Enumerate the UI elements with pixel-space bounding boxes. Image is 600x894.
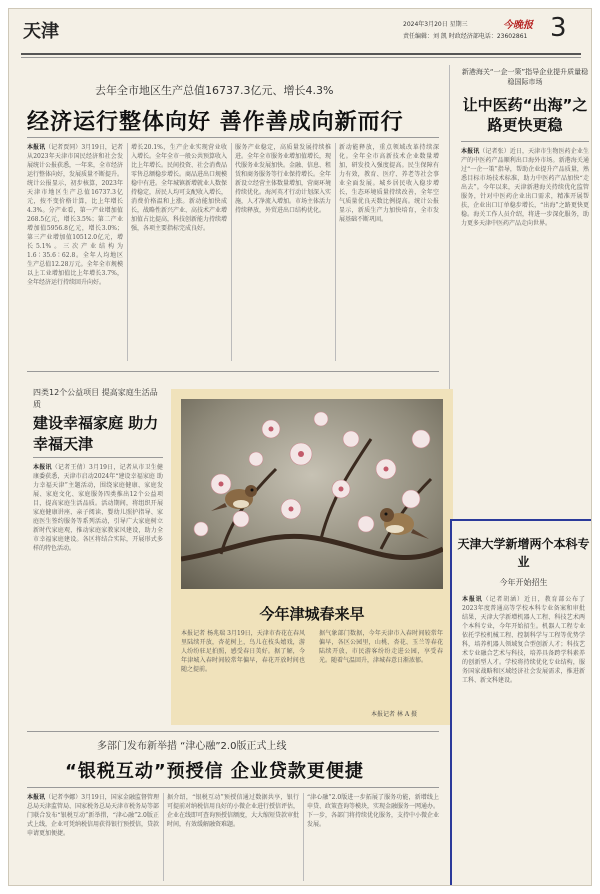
- highlight-story-body: [462, 595, 585, 881]
- family-story-subtitle: 四类12个公益项目 提高家庭生活品质: [33, 388, 158, 409]
- column-rule: [303, 793, 304, 881]
- section-name: 天津: [23, 21, 59, 42]
- issue-date: 2024年3月20日 星期三: [403, 21, 468, 28]
- highlighted-story-box: [450, 519, 592, 886]
- right-story-headline: 让中医药“出海”之路更快更稳: [462, 96, 588, 134]
- bottom-story-column-3: “津心融”2.0版进一步拓展了服务功能，新增线上申贷、政策查询等模块，实现金融服务一网通办。下一步，各部门将持续优化服务，支持中小微企业发展。: [307, 794, 439, 828]
- top-story-divider: [27, 137, 439, 138]
- bottom-story-divider: [27, 787, 439, 788]
- story-text: （记者胡涵）近日，教育部公布了2023年度普通高等学校本科专业备案和审批结果，天津大学新增机器人工程、科技艺术两个本科专业，今年开始招生。机器人工程专业依托学校机械工程、控制科学与工程等优势学科，培养机器人领域复合型创新人才；科技艺术专业融合艺术与科技，培养具备跨学科素养的创新型人才。学校将持续优化专业结构，服务国家战略和区域经济社会发展需求，推进新工科、新文科建设。: [462, 596, 585, 684]
- editor-line: 责任编辑：刘 凯 时政经济部电话：23602861: [403, 33, 528, 40]
- top-story-headline: 经济运行整体向好 善作善成向新而行: [27, 110, 404, 135]
- masthead-rule-thin: [21, 57, 581, 58]
- photo-caption-right: 据气象部门数据，今年天津市入春时间较常年偏早，各区公园里，山桃、杏花、玉兰等春花陆续开放，市民游客纷纷走进公园，享受春光。随着气温回升，津城春意日渐浓郁。: [319, 630, 443, 664]
- bottom-story-column-2: 据介绍，“银税互动”预授信通过数据共享，银行可提前对纳税信用良好的小微企业进行授信评估，企业在线即可查询预授信额度，大大缩短贷款审批时间，有效缓解融资难题。: [167, 794, 299, 828]
- lede-tag: 本报讯: [33, 464, 52, 471]
- story-text: （记者张）近日，天津市生物医药企业生产的中医药产品顺利出口海外市场。新港海关通过“一企一策”指导，帮助企业提升产品质量，熟悉目标市场技术标准，助力中医药产品加快“走出去”。今年以来，天津新港海关持续优化监管服务，针对中医药企业出口需求，精准开展帮扶，企业出口订单稳步增长，“出海”之路更快更稳。海关工作人员介绍，将进一步深化服务，助力更多天津中医药产品走向世界。: [461, 148, 589, 227]
- photo-caption-left: 本报记者 杨兆瑞 3月19日，天津市杏花在春风里陆续开放，杏花树上，鸟儿在枝头嬉戏，游人纷纷驻足拍照，感受春日美好。据了解，今年津城入春时间较常年偏早，春花开放时间也随之提前。: [181, 630, 305, 673]
- lede-tag: 本报讯: [27, 794, 46, 801]
- bottom-story-headline: “银税互动”预授信 企业贷款更便捷: [65, 761, 364, 782]
- top-story-column-3: 服务产业稳定，高质量发展持续推进。全年全市服务业增加值增长，现代服务业发展加快。金融、信息、租赁和商务服务等行业保持增长。全年新设立经营主体数量增加，营商环境持续优化。海河英才行动计划深入实施，人才净流入增加。市场主体活力持续释放，外贸进出口结构优化。: [235, 144, 331, 214]
- column-rule: [335, 143, 336, 361]
- column-rule: [231, 143, 232, 361]
- page-number: 3: [550, 13, 567, 43]
- right-story-divider: [461, 141, 589, 142]
- newspaper-page: [8, 8, 592, 886]
- photo-title: 今年津城春来早: [259, 605, 365, 623]
- highlight-story-subtitle: 今年开始招生: [499, 578, 548, 587]
- top-story-column-4: 新动能释放，重点领域改革持续深化。全年全市高新技术企业数量增加，研发投入强度提高。民生保障有力有效，教育、医疗、养老等社会事业全面发展。城乡居民收入稳步增长，生态环境质量持续改善，全年空气质量优良天数比例提高。统计公报显示，新质生产力加快培育，全市发展基础不断巩固。: [339, 144, 439, 223]
- column-rule: [127, 143, 128, 361]
- bottom-story-column-1: [27, 793, 159, 881]
- highlight-story-headline: 天津大学新增两个本科专业: [457, 537, 590, 569]
- bottom-story-divider-top: [27, 731, 439, 732]
- lede-tag: 本报讯: [461, 148, 480, 155]
- lede-tag: 本报讯: [462, 596, 483, 603]
- masthead: [9, 9, 592, 53]
- family-story-body: [33, 463, 163, 725]
- top-story-subtitle: 去年全市地区生产总值16737.3亿元、增长4.3%: [95, 84, 334, 97]
- masthead-rule: [21, 53, 581, 55]
- spring-blossom-photo: [181, 399, 443, 589]
- column-rule: [163, 793, 164, 881]
- bottom-story-subtitle: 多部门发布新举措 “津心融”2.0版正式上线: [97, 741, 287, 752]
- right-story-subtitle: 新港海关“一企一策”指导企业提升质量稳稳国际市场: [461, 68, 589, 86]
- section-divider: [27, 371, 439, 372]
- family-story-divider: [33, 457, 163, 458]
- column-text: （记者贾同）3月19日，记者从2023年天津市国民经济和社会发展统计公报获悉，一年来，全市经济运行整体向好，发展质量不断提升。统计公报显示，初步核算，2023年天津市地区生产总值16737.3亿元，按不变价格计算，比上年增长4.3%。分产业看，第一产业增加值268.5亿元，增长3.5%；第二产业增加值5956.8亿元，增长3.0%；第三产业增加值10512.0亿元，增长5.1%。三次产业结构为1.6∶35.6∶62.8。全年人均地区生产总值12.28万元。全年全市规模以上工业增加值比上年增长3.7%，全年经济运行持续回升向好。: [27, 144, 123, 286]
- lede-tag: 本报讯: [27, 144, 46, 151]
- top-story-column-2: 增长20.1%，生产企业实现营业收入增长。全年全市一般公共预算收入比上年增长。民间投资、社会消费品零售总额稳步增长。商品进出口规模稳中有进。全年城镇新增就业人数保持稳定，居民人均可支配收入增长，消费价格温和上涨。新动能加快成长，战略性新兴产业、高技术产业增加值占比提高，科技创新能力持续增强，各项主要指标完成良好。: [131, 144, 227, 232]
- top-story-column-1: [27, 143, 123, 361]
- family-story-headline: 建设幸福家庭 助力幸福天津: [33, 414, 159, 453]
- blossom-bird-illustration: [181, 399, 443, 589]
- paper-logo: 今晚报: [503, 20, 533, 31]
- column-text: （记者李娜）3月19日，国家金融监督管理总局天津监管局、国家税务总局天津市税务局等部门联合发布“银税互动”新举措，“津心融”2.0版正式上线，企业可凭纳税信用获得银行预授信，贷款申请更加便捷。: [27, 794, 159, 837]
- story-text: （记者王倩）3月19日，记者从市卫生健康委获悉，天津市启动2024年“建设幸福家庭 助力幸福天津”主题活动，围绕家庭健康、家庭发展、家庭文化、家庭服务四类推出12个公益项目，提高家庭生活品质。活动期间，将组织开展家庭健康讲座、亲子阅读、婴幼儿照护指导、家庭医生签约服务等系列活动，引导广大家庭树立新时代家庭观，推动家庭家教家风建设，助力全市幸福家庭建设。各区将结合实际，开展形式多样的特色活动。: [33, 464, 163, 552]
- photo-feature-box: [171, 389, 453, 725]
- photo-credit: 本报记者 林 A 摄: [371, 711, 418, 718]
- right-story-body: [461, 147, 589, 509]
